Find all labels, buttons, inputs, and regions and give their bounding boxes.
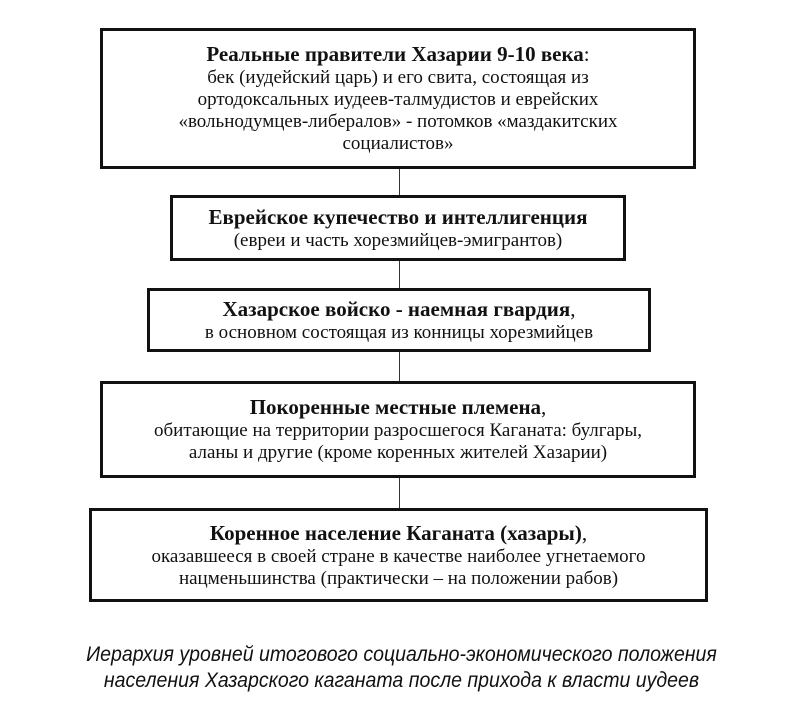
level-5-native-population-box — [89, 508, 708, 602]
level-1-line-3: «вольнодумцев-либералов» - потомков «маздакитских — [178, 111, 618, 132]
level-4-title: Покоренные местные племена, — [249, 395, 547, 419]
figure-caption — [0, 642, 803, 694]
level-3-army-box — [147, 288, 651, 352]
level-4-line-2: аланы и другие (кроме коренных жителей Хазарии) — [188, 442, 608, 463]
connector-3-4 — [399, 351, 400, 381]
level-3-title: Хазарское войско - наемная гвардия, — [222, 296, 576, 321]
level-1-line-4: социалистов» — [342, 133, 454, 154]
level-2-merchants-box — [170, 195, 626, 261]
level-4-line-1: обитающие на территории разросшегося Каганата: булгары, — [153, 420, 643, 441]
level-5-title: Коренное население Каганата (хазары), — [209, 520, 588, 545]
level-3-line-1: в основном состоящая из конницы хорезмийцев — [204, 321, 594, 343]
caption-line-2: населения Хазарского каганата после прихода к власти иудеев — [103, 669, 700, 692]
connector-2-3 — [399, 260, 400, 288]
level-1-line-2: ортодоксальных иудеев-талмудистов и еврейских — [197, 89, 599, 110]
level-1-title: Реальные правители Хазарии 9-10 века: — [206, 42, 590, 66]
level-5-line-2: нацменьшинства (практически – на положении рабов) — [178, 567, 619, 589]
level-1-rulers-box — [100, 28, 696, 169]
caption-line-1: Иерархия уровней итогового социально-экономического положения — [86, 643, 717, 666]
level-2-title: Еврейское купечество и интеллигенция — [208, 204, 588, 229]
level-5-line-1: оказавшееся в своей стране в качестве наиболее угнетаемого — [151, 545, 646, 567]
level-4-tribes-box — [100, 381, 696, 478]
level-1-line-1: бек (иудейский царь) и его свита, состоящая из — [207, 67, 589, 88]
connector-1-2 — [399, 168, 400, 195]
connector-4-5 — [399, 477, 400, 508]
level-2-line-1: (евреи и часть хорезмийцев-эмигрантов) — [233, 229, 563, 251]
